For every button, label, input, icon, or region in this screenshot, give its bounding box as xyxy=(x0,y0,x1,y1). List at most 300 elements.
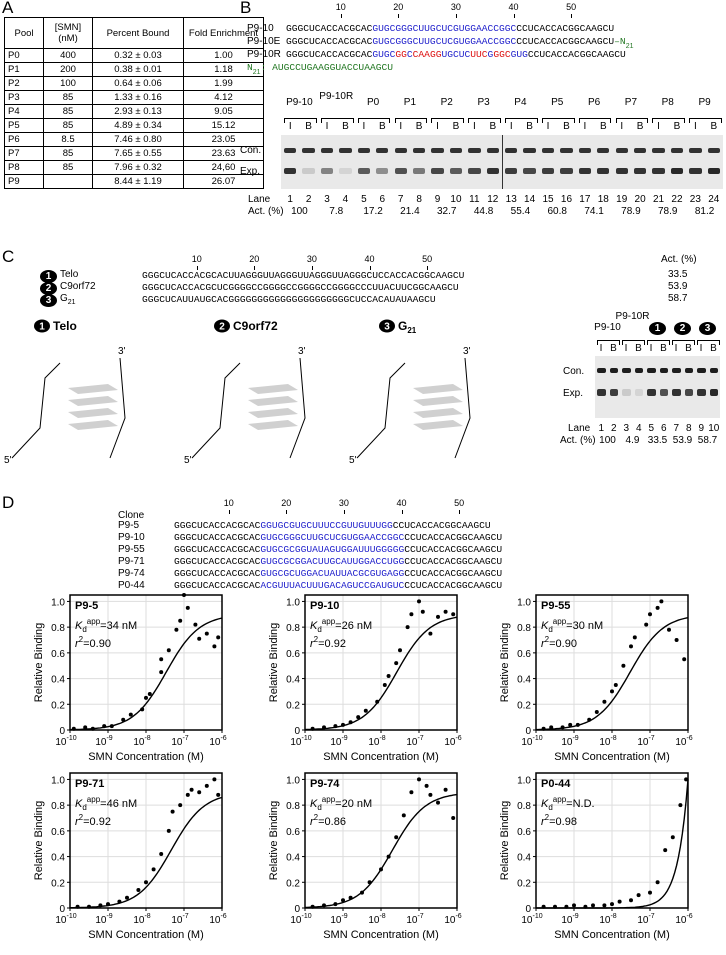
experimental-band xyxy=(660,389,669,396)
data-point xyxy=(98,903,102,907)
input-bound-label: B xyxy=(378,121,386,132)
table-cell xyxy=(44,175,93,189)
experimental-band xyxy=(671,168,683,174)
x-tick-label: $10^{-8}$ xyxy=(599,913,617,926)
activity-value: 74.1 xyxy=(584,206,604,217)
clone-sequence-row xyxy=(118,518,491,530)
data-point xyxy=(394,661,398,665)
gel-divider xyxy=(502,135,503,189)
structure-number: 2 xyxy=(219,321,225,333)
x-tick-label: $10^{-6}$ xyxy=(675,735,693,748)
table-row xyxy=(5,77,264,91)
binding-chart-P9-71 xyxy=(32,773,227,955)
data-point xyxy=(387,674,391,678)
data-point xyxy=(212,777,216,781)
control-band xyxy=(689,148,701,153)
table-row xyxy=(5,175,264,189)
activity-value: 32.7 xyxy=(437,206,457,217)
y-tick-label: 0.4 xyxy=(517,852,531,864)
five-prime-label: 5' xyxy=(349,455,357,466)
experimental-band xyxy=(376,168,388,174)
sequence-segment: –N xyxy=(614,36,626,47)
backbone-line xyxy=(455,358,470,458)
activity-value: 44.8 xyxy=(473,206,494,217)
gel-image xyxy=(595,356,720,418)
data-point xyxy=(436,801,440,805)
g-tetrad-plane xyxy=(248,384,298,394)
ruler-label: 50 xyxy=(566,2,577,12)
control-band xyxy=(358,148,370,153)
ruler-tick xyxy=(456,14,457,18)
x-tick-exponent: -9 xyxy=(572,735,579,742)
kd-number: =20 nM xyxy=(335,798,373,810)
sequence-name: Telo xyxy=(60,269,79,280)
panel-a-letter: A xyxy=(2,0,14,17)
clone-name: P9-71 xyxy=(118,556,145,567)
table-cell: P5 xyxy=(5,119,44,133)
control-band xyxy=(616,148,628,153)
x-tick-label: $10^{-6}$ xyxy=(209,913,227,926)
y-tick-label: 1.0 xyxy=(51,775,65,787)
data-point xyxy=(159,852,163,856)
lane-number: 1 xyxy=(598,423,605,434)
table-cell: 85 xyxy=(44,105,93,119)
r2-value: =0.98 xyxy=(549,816,577,828)
y-tick-label: 0.2 xyxy=(517,878,531,890)
kd-symbol: K xyxy=(541,620,549,632)
clone-name: P9-10 xyxy=(118,532,145,543)
lane-group-label: P2 xyxy=(440,97,453,108)
x-tick-exponent: -7 xyxy=(182,913,189,920)
input-bound-label: I xyxy=(288,121,292,132)
lane-group-label: P9-10 xyxy=(286,97,313,108)
structure-number: 3 xyxy=(384,321,390,333)
input-bound-label: B xyxy=(636,121,644,132)
r2-symbol: r xyxy=(541,638,545,650)
y-tick-label: 1.0 xyxy=(51,597,65,609)
data-point xyxy=(572,903,576,907)
data-point xyxy=(602,903,606,907)
sequence-row xyxy=(247,34,634,51)
data-point xyxy=(428,632,432,636)
activity-value: 33.5 xyxy=(647,435,668,446)
experimental-band xyxy=(395,168,407,174)
ruler-label: 20 xyxy=(249,254,260,264)
x-tick-exponent: -8 xyxy=(610,735,617,742)
table-cell: 4.12 xyxy=(184,91,264,105)
lane-number: 17 xyxy=(579,194,591,205)
y-tick-label: 0.8 xyxy=(517,801,531,813)
control-band xyxy=(634,148,646,153)
data-point xyxy=(193,623,197,627)
data-point xyxy=(159,657,163,661)
kd-subscript: d xyxy=(548,803,553,812)
act-header: Act. (%) xyxy=(661,254,697,265)
sequence-segment: GG xyxy=(395,49,407,60)
structure-3 xyxy=(349,319,471,466)
table-cell: 1.18 xyxy=(184,63,264,77)
data-point xyxy=(542,727,546,731)
lane-number: 19 xyxy=(616,194,628,205)
ruler-tick xyxy=(229,510,230,514)
sequence-ruler xyxy=(286,0,726,20)
x-axis-label: SMN Concentration (M) xyxy=(88,929,204,941)
data-point xyxy=(387,855,391,859)
input-bound-label: I xyxy=(583,121,587,132)
panel-c-structures xyxy=(0,318,560,478)
x-tick-exponent: -6 xyxy=(220,913,227,920)
table-cell: P6 xyxy=(5,133,44,147)
activity-value: 100 xyxy=(599,435,616,446)
clone-name: P0-44 xyxy=(118,580,145,591)
ruler-label: 10 xyxy=(335,2,346,12)
table-row xyxy=(5,161,264,175)
three-prime-label: 3' xyxy=(463,346,471,357)
r-squared xyxy=(541,813,577,828)
panel-b-sequences xyxy=(247,21,726,81)
experimental-band xyxy=(523,168,535,174)
ruler-tick xyxy=(571,14,572,18)
y-tick-label: 0 xyxy=(525,904,531,915)
activity-value: 100 xyxy=(291,206,308,217)
ruler-label: 30 xyxy=(450,2,461,12)
x-tick-label: $10^{-9}$ xyxy=(95,913,113,926)
r2-symbol: r xyxy=(75,638,79,650)
experimental-band xyxy=(284,168,296,174)
experimental-band xyxy=(672,389,681,396)
x-tick-label: $10^{-8}$ xyxy=(368,735,386,748)
data-point xyxy=(602,700,606,704)
data-point xyxy=(216,635,220,639)
experimental-band xyxy=(468,168,480,174)
data-point xyxy=(349,720,353,724)
n21-subscript: 21 xyxy=(625,43,634,51)
panel-d-sequences xyxy=(118,496,718,596)
control-band xyxy=(671,148,683,153)
table-row xyxy=(5,133,264,147)
structure-title: Telo xyxy=(53,319,77,333)
x-tick-exponent: -8 xyxy=(379,913,386,920)
sequence-segment: UGCUC xyxy=(441,49,471,60)
lane-number: 8 xyxy=(685,423,692,434)
data-point xyxy=(621,664,625,668)
clone-name: P9-5 xyxy=(118,520,140,531)
data-point xyxy=(117,900,121,904)
data-point xyxy=(349,896,353,900)
y-tick-label: 0.6 xyxy=(286,648,300,660)
table-cell: 23.63 xyxy=(184,147,264,161)
table-cell: 0.64 ± 0.06 xyxy=(93,77,184,91)
table-cell: P9 xyxy=(5,175,44,189)
y-tick-label: 0.6 xyxy=(517,648,531,660)
activity-value: 53.9 xyxy=(672,435,693,446)
lane-number: 1 xyxy=(287,194,293,205)
data-point xyxy=(684,777,688,781)
lane-number: 5 xyxy=(648,423,655,434)
experimental-band xyxy=(647,389,656,396)
x-tick-exponent: -8 xyxy=(144,913,151,920)
data-point xyxy=(591,903,595,907)
table-cell: 23.05 xyxy=(184,133,264,147)
data-point xyxy=(568,723,572,727)
data-point xyxy=(409,790,413,794)
table-row xyxy=(5,105,264,119)
y-tick-label: 0.6 xyxy=(51,648,65,660)
lane-number: 10 xyxy=(708,423,720,434)
g-tetrad-plane xyxy=(248,408,298,418)
x-tick-exponent: -9 xyxy=(572,913,579,920)
data-point xyxy=(121,718,125,722)
x-tick-exponent: -6 xyxy=(220,735,227,742)
lane-group-label: P4 xyxy=(514,97,527,108)
lane-label: Lane xyxy=(248,194,271,205)
panel-d-letter: D xyxy=(2,493,15,512)
kd-superscript: app xyxy=(86,617,101,626)
x-tick-label: $10^{-6}$ xyxy=(675,913,693,926)
chart-body xyxy=(268,773,462,941)
sequence-name: P9-10R xyxy=(247,49,281,60)
chart-title: P0-44 xyxy=(541,778,571,790)
data-point xyxy=(417,777,421,781)
x-tick-label: $10^{-9}$ xyxy=(330,913,348,926)
pool-table xyxy=(4,17,264,189)
control-band xyxy=(708,148,720,153)
lane-number: 15 xyxy=(542,194,554,205)
sequence-segment: GUG xyxy=(510,49,528,60)
kd-symbol: K xyxy=(310,798,318,810)
ruler-label: 10 xyxy=(191,254,202,264)
input-bound-label: I xyxy=(399,121,403,132)
input-bound-label: B xyxy=(305,121,312,132)
activity-value: 58.7 xyxy=(668,293,688,304)
input-bound-label: B xyxy=(415,121,423,132)
activity-value: 33.5 xyxy=(668,269,688,280)
n21-definition xyxy=(247,60,393,77)
chart-body xyxy=(33,773,227,941)
input-bound-label: B xyxy=(685,343,692,354)
data-point xyxy=(421,610,425,614)
lane-number: 10 xyxy=(450,194,462,205)
x-tick-label: $10^{-7}$ xyxy=(171,735,189,748)
input-bound-label: I xyxy=(674,343,678,354)
table-cell: 8.44 ± 1.19 xyxy=(93,175,184,189)
lane-number: 2 xyxy=(610,423,617,434)
data-point xyxy=(656,880,660,884)
data-point xyxy=(633,635,637,639)
y-tick-label: 0.6 xyxy=(51,826,65,838)
data-point xyxy=(610,689,614,693)
data-point xyxy=(167,648,171,652)
r2-superscript: 2 xyxy=(544,635,550,644)
table-cell: 85 xyxy=(44,161,93,175)
y-tick-label: 0.2 xyxy=(286,878,300,890)
data-point xyxy=(167,829,171,833)
data-point xyxy=(451,816,455,820)
structure-2 xyxy=(184,319,306,466)
table-header-3: Fold Enrichment xyxy=(184,18,264,49)
lane-number: 22 xyxy=(671,194,683,205)
table-cell: 26.07 xyxy=(184,175,264,189)
input-bound-label: I xyxy=(624,343,628,354)
backbone-line xyxy=(192,363,240,458)
binding-chart-P9-55 xyxy=(498,595,693,777)
constant-region: CCUCACCACGGCAAGCU xyxy=(404,556,503,567)
input-bound-label: I xyxy=(509,121,513,132)
input-bound-label: B xyxy=(710,121,718,132)
data-point xyxy=(333,902,337,906)
panel-b-gel xyxy=(240,90,726,240)
table-header-0: Pool xyxy=(5,18,44,49)
input-bound-label: B xyxy=(489,121,497,132)
x-tick-label: $10^{-7}$ xyxy=(637,735,655,748)
ruler-label: 20 xyxy=(393,2,404,12)
x-tick-label: $10^{-8}$ xyxy=(133,913,151,926)
data-point xyxy=(148,692,152,696)
experimental-band xyxy=(339,168,351,174)
table-cell: 7.96 ± 0.32 xyxy=(93,161,184,175)
data-point xyxy=(417,599,421,603)
x-tick-exponent: -6 xyxy=(686,913,693,920)
kd-value xyxy=(541,617,603,634)
n21-subscript: 21 xyxy=(252,69,261,77)
table-cell: 4.89 ± 0.34 xyxy=(93,119,184,133)
experimental-band xyxy=(710,389,719,396)
y-tick-label: 0.2 xyxy=(51,700,65,712)
x-tick-exponent: -7 xyxy=(417,913,424,920)
kd-symbol: K xyxy=(75,798,83,810)
kd-number: =30 nM xyxy=(566,620,604,632)
y-axis-label: Relative Binding xyxy=(268,800,280,881)
data-point xyxy=(83,725,87,729)
data-point xyxy=(614,683,618,687)
y-tick-label: 1.0 xyxy=(286,597,300,609)
table-cell: P0 xyxy=(5,49,44,63)
experimental-band xyxy=(487,168,499,174)
y-tick-label: 0.2 xyxy=(51,878,65,890)
backbone-line xyxy=(357,363,405,458)
input-bound-label: B xyxy=(599,121,607,132)
experimental-band xyxy=(634,168,646,174)
table-header-1: [SMN] (nM) xyxy=(44,18,93,49)
table-cell: 8.5 xyxy=(44,133,93,147)
sequence-row xyxy=(247,21,614,33)
data-point xyxy=(174,628,178,632)
chart-title: P9-74 xyxy=(310,778,340,790)
lane-number: 14 xyxy=(524,194,536,205)
sequence-text: GGGCUCAUUAUGCACGGGGGGGGGGGGGGGGGGGGGCUCCACAUAUAAGCU xyxy=(142,294,436,305)
table-cell: P8 xyxy=(5,161,44,175)
lane-number: 7 xyxy=(397,194,404,205)
r-squared xyxy=(310,635,346,650)
experimental-band xyxy=(597,168,609,174)
r2-superscript: 2 xyxy=(78,635,84,644)
y-tick-label: 0.4 xyxy=(517,674,531,686)
table-cell: P2 xyxy=(5,77,44,91)
data-point xyxy=(205,632,209,636)
data-point xyxy=(87,905,91,909)
five-prime-label: 5' xyxy=(184,455,192,466)
binding-chart-P9-5 xyxy=(32,595,227,777)
data-point xyxy=(398,648,402,652)
data-point xyxy=(644,623,648,627)
x-tick-exponent: -6 xyxy=(455,735,462,742)
ruler-tick xyxy=(402,510,403,514)
lane-group-label: P1 xyxy=(403,97,417,108)
data-point xyxy=(216,793,220,797)
sequence-segment: UUC xyxy=(470,49,488,60)
x-tick-label: $10^{-10}$ xyxy=(290,735,312,748)
clone-sequence-row xyxy=(118,542,502,554)
data-point xyxy=(341,898,345,902)
x-tick-exponent: -7 xyxy=(182,735,189,742)
item-number-3: 3 xyxy=(40,294,57,307)
data-point xyxy=(671,835,675,839)
data-point xyxy=(322,903,326,907)
data-point xyxy=(152,867,156,871)
y-tick-label: 0 xyxy=(59,726,65,737)
x-tick-exponent: -9 xyxy=(341,735,348,742)
gel-group-label: P9-10R xyxy=(615,311,650,322)
control-band xyxy=(597,368,606,373)
lane-number: 5 xyxy=(361,194,367,205)
lane-label: Lane xyxy=(568,423,591,434)
lane-group-label: P6 xyxy=(587,97,601,108)
ruler-tick xyxy=(398,14,399,18)
x-tick-label: $10^{-9}$ xyxy=(95,735,113,748)
r2-value: =0.92 xyxy=(83,816,111,828)
activity-value: 17.2 xyxy=(363,206,383,217)
y-tick-label: 1.0 xyxy=(517,597,531,609)
chart-title: P9-71 xyxy=(75,778,105,790)
y-axis-label: Relative Binding xyxy=(499,800,511,881)
binding-chart-P0-44 xyxy=(498,773,693,955)
control-band xyxy=(622,368,631,373)
x-tick-label: $10^{-8}$ xyxy=(599,735,617,748)
kd-value xyxy=(310,795,372,812)
control-band xyxy=(302,148,314,153)
structure-title: C9orf72 xyxy=(233,319,278,333)
variable-region: GUGCGCUGGACUAUUACGCGUGAGG xyxy=(260,568,405,579)
structure-drawings xyxy=(0,318,560,478)
data-point xyxy=(595,710,599,714)
control-band xyxy=(542,148,554,153)
x-tick-label: $10^{-6}$ xyxy=(209,735,227,748)
chart-title: P9-10 xyxy=(310,600,340,612)
r2-value: =0.90 xyxy=(549,638,577,650)
data-point xyxy=(311,905,315,909)
lane-number: 2 xyxy=(305,194,312,205)
clone-sequence-row xyxy=(118,566,502,578)
table-cell: 400 xyxy=(44,49,93,63)
r2-value: =0.92 xyxy=(318,638,346,650)
gel-group-badge: 2 xyxy=(674,322,691,335)
data-point xyxy=(129,713,133,717)
sequence-name: P9-10 xyxy=(247,23,274,34)
x-tick-label: $10^{-8}$ xyxy=(133,735,151,748)
g-tetrad-plane xyxy=(413,408,463,418)
data-point xyxy=(356,715,360,719)
sequence-row xyxy=(247,47,626,59)
input-bound-label: B xyxy=(563,121,570,132)
chart-title: P9-5 xyxy=(75,600,99,612)
kd-superscript: app xyxy=(321,617,336,626)
control-band xyxy=(697,368,706,373)
control-band xyxy=(450,148,462,153)
y-tick-label: 1.0 xyxy=(517,775,531,787)
ruler-label: 50 xyxy=(454,498,465,508)
sequence-text: GGGCUCACCACGCUCGGGGCCGGGGCCGGGGCCGGGGCCCUUACUUCGGCAAGCU xyxy=(142,282,459,293)
n21-sequence: : AUGCCUGAAGGUACCUAAGCU xyxy=(260,62,393,73)
